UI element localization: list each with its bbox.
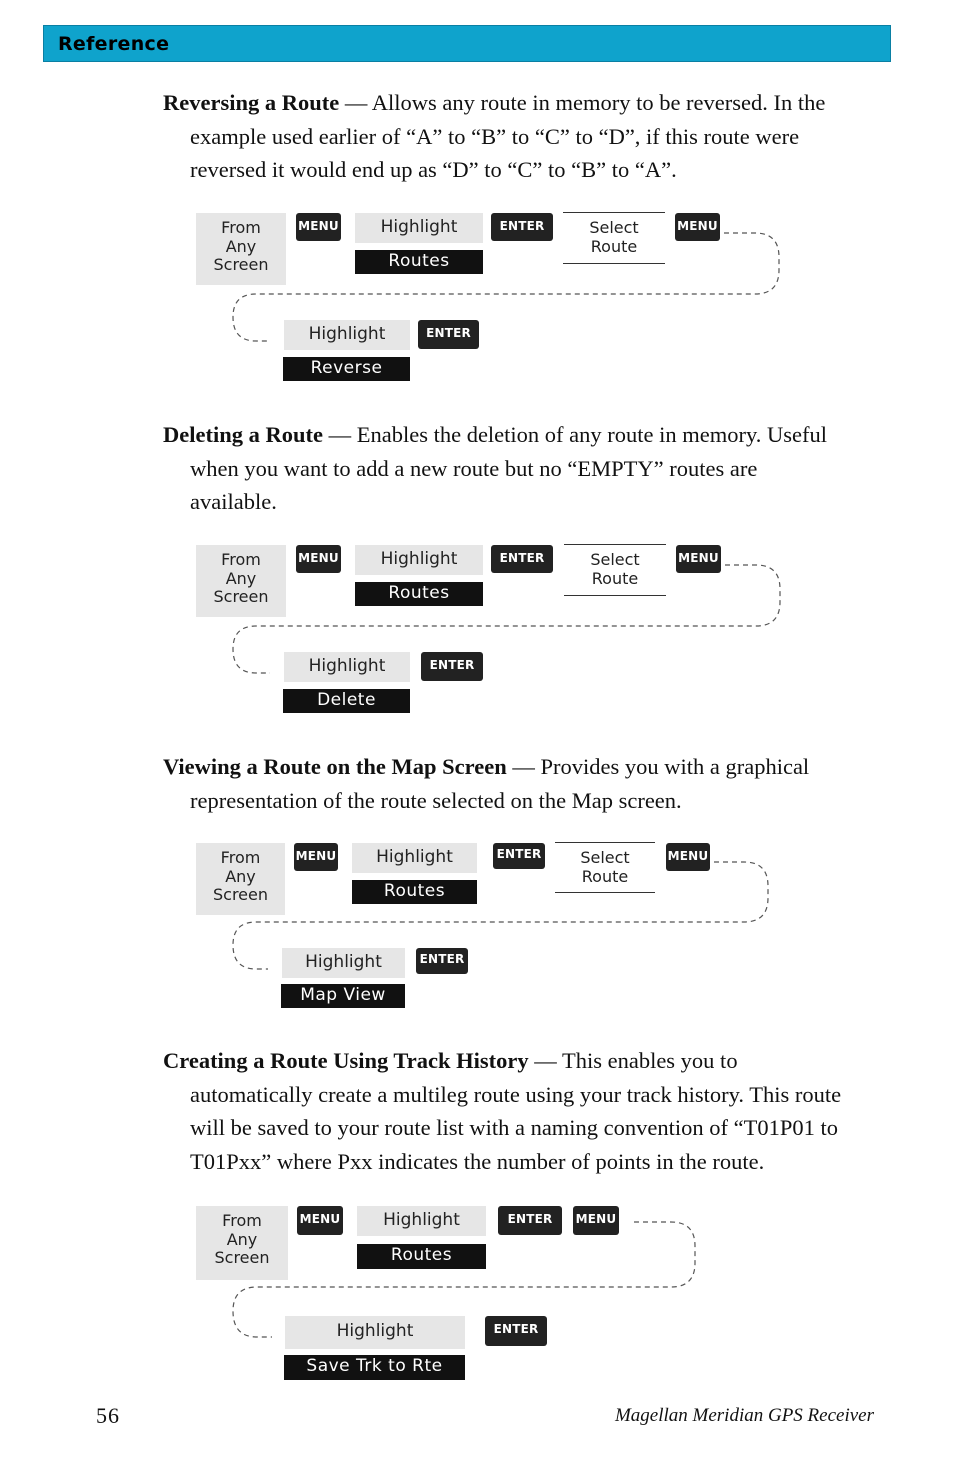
from-line: From — [220, 848, 261, 867]
enter-key: ENTER — [421, 652, 483, 681]
delete-menu-item: Delete — [283, 689, 410, 713]
from-line: Any — [225, 866, 256, 886]
paragraph-line: representation of the route selected on the Map screen. — [190, 787, 682, 813]
enter-key: ENTER — [491, 545, 553, 573]
menu-key: MENU — [573, 1206, 619, 1235]
select-line: Route — [591, 568, 639, 588]
paragraph-line: T01Pxx” where Pxx indicates the number of points in the route. — [190, 1148, 765, 1174]
highlight-label: Highlight — [282, 948, 405, 978]
routes-menu-item: Routes — [352, 880, 477, 904]
paragraph-line: will be saved to your route list with a naming convention of “T01P01 to — [190, 1115, 839, 1140]
term-creating-route: Creating a Route Using Track History — [163, 1048, 529, 1073]
highlight-label: Highlight — [284, 320, 410, 350]
select-line: Select — [590, 550, 640, 569]
menu-key: MENU — [666, 843, 710, 871]
term-viewing-route: Viewing a Route on the Map Screen — [163, 754, 507, 779]
menu-key: MENU — [676, 545, 721, 573]
highlight-label: Highlight — [355, 545, 483, 575]
paragraph-line: when you want to add a new route but no “EMPTY” routes are — [190, 455, 758, 481]
highlight-label: Highlight — [285, 1316, 465, 1349]
menu-key: MENU — [294, 843, 338, 871]
enter-key: ENTER — [498, 1206, 562, 1235]
paragraph-line: reversed it would end up as “D” to “C” to “B” to “A”. — [190, 157, 677, 182]
menu-key: MENU — [296, 213, 341, 241]
from-line: From — [221, 550, 261, 569]
menu-key: MENU — [297, 1206, 343, 1235]
paragraph-line: example used earlier of “A” to “B” to “C” to “D”, if this route were — [190, 123, 800, 149]
routes-menu-item: Routes — [357, 1244, 486, 1269]
paragraph-line: — This enables you to — [528, 1048, 738, 1073]
from-line: Screen — [214, 1248, 270, 1267]
highlight-label: Highlight — [355, 213, 483, 243]
enter-key: ENTER — [493, 843, 545, 869]
from-line: Screen — [213, 587, 269, 606]
paragraph-line: — Provides you with a graphical — [506, 754, 810, 779]
paragraph-line: automatically create a multileg route using your track history. This route — [190, 1081, 842, 1107]
paragraph-line: — Enables the deletion of any route in memory. Useful — [322, 422, 828, 447]
footer-title: Magellan Meridian GPS Receiver — [614, 1405, 874, 1426]
enter-key: ENTER — [491, 213, 553, 241]
from-line: Screen — [213, 255, 269, 274]
page-number: 56 — [96, 1403, 120, 1428]
enter-key: ENTER — [416, 948, 468, 974]
routes-menu-item: Routes — [355, 582, 483, 606]
from-line: Screen — [212, 885, 268, 904]
select-line: Route — [581, 866, 629, 886]
from-line: Any — [225, 236, 257, 256]
from-line: Any — [225, 568, 257, 588]
menu-key: MENU — [675, 213, 720, 241]
menu-key: MENU — [296, 545, 341, 573]
from-line: From — [221, 218, 261, 237]
from-line: Any — [226, 1229, 258, 1249]
highlight-label: Highlight — [352, 843, 477, 873]
term-deleting-route: Deleting a Route — [163, 422, 323, 447]
select-line: Select — [589, 218, 639, 237]
enter-key: ENTER — [485, 1316, 547, 1346]
paragraph-line: available. — [190, 489, 277, 514]
select-line: Route — [590, 236, 638, 256]
term-reversing-route: Reversing a Route — [163, 90, 340, 115]
enter-key: ENTER — [418, 320, 479, 349]
reverse-menu-item: Reverse — [283, 357, 410, 381]
paragraph-line: — Allows any route in memory to be reversed. In the — [339, 90, 826, 115]
select-line: Select — [580, 848, 630, 867]
from-line: From — [222, 1211, 262, 1230]
routes-menu-item: Routes — [355, 250, 483, 274]
highlight-label: Highlight — [357, 1206, 486, 1236]
highlight-label: Highlight — [284, 652, 410, 682]
save-trk-to-rte-menu-item: Save Trk to Rte — [284, 1355, 465, 1380]
section-header-title: Reference — [58, 33, 170, 55]
map-view-menu-item: Map View — [281, 984, 405, 1008]
